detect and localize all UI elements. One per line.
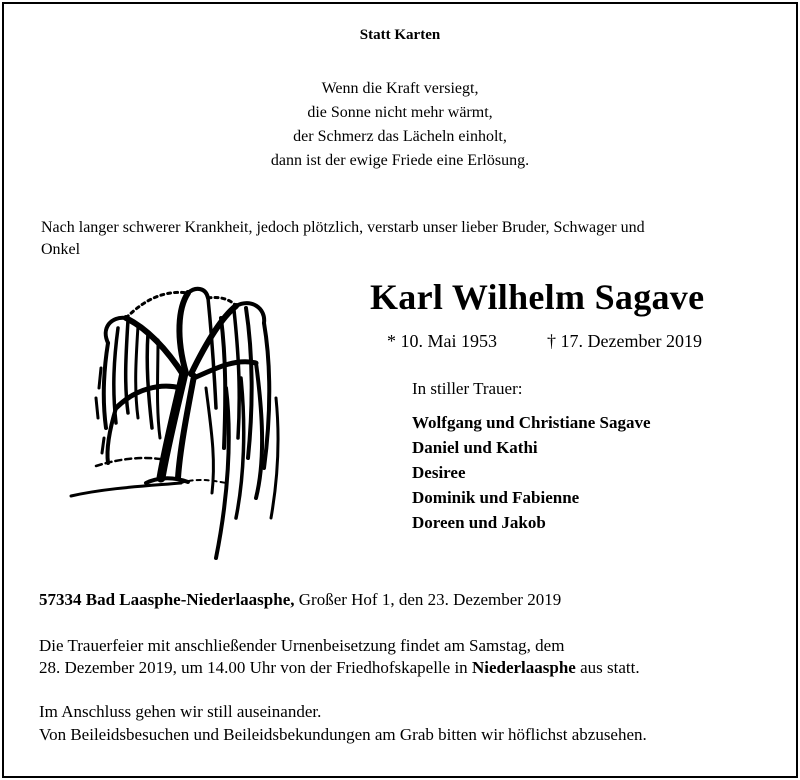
funeral-place: Niederlaasphe <box>471 658 576 677</box>
family-member: Desiree <box>412 463 466 482</box>
address-rest: Großer Hof 1, den 23. Dezember 2019 <box>294 590 562 609</box>
mourning-label: In stiller Trauer: <box>412 379 523 398</box>
intro-line: Onkel <box>41 241 81 258</box>
address-line <box>39 590 561 610</box>
poem-line: der Schmerz das Lächeln einholt, <box>293 128 507 145</box>
notice-header: Statt Karten <box>359 27 441 43</box>
birth-date: * 10. Mai 1953 <box>387 331 497 351</box>
family-member: Wolfgang und Christiane Sagave <box>412 413 651 432</box>
family-member: Doreen und Jakob <box>412 513 546 532</box>
address-place: 57334 Bad Laasphe-Niederlaasphe, <box>39 590 295 609</box>
funeral-line: Die Trauerfeier mit anschließender Urnenbeisetzung findet am Samstag, dem <box>39 636 565 655</box>
poem-line: die Sonne nicht mehr wärmt, <box>307 104 493 121</box>
deceased-name: Karl Wilhelm Sagave <box>370 277 705 317</box>
funeral-text: aus statt. <box>575 658 640 677</box>
weeping-willow-icon <box>66 278 292 568</box>
poem-line: dann ist der ewige Friede eine Erlösung. <box>270 152 530 169</box>
closing-line: Im Anschluss gehen wir still auseinander. <box>39 702 322 721</box>
funeral-line <box>39 658 640 678</box>
death-date: † 17. Dezember 2019 <box>547 331 702 351</box>
intro-line: Nach langer schwerer Krankheit, jedoch plötzlich, verstarb unser lieber Bruder, Schwager und <box>41 219 645 236</box>
closing-line: Von Beileidsbesuchen und Beileidsbekundungen am Grab bitten wir höflichst abzusehen. <box>39 725 647 744</box>
funeral-text: 28. Dezember 2019, um 14.00 Uhr von der Friedhofskapelle in <box>39 658 472 677</box>
family-member: Daniel und Kathi <box>412 438 538 457</box>
poem-line: Wenn die Kraft versiegt, <box>321 80 479 97</box>
family-member: Dominik und Fabienne <box>412 488 580 507</box>
